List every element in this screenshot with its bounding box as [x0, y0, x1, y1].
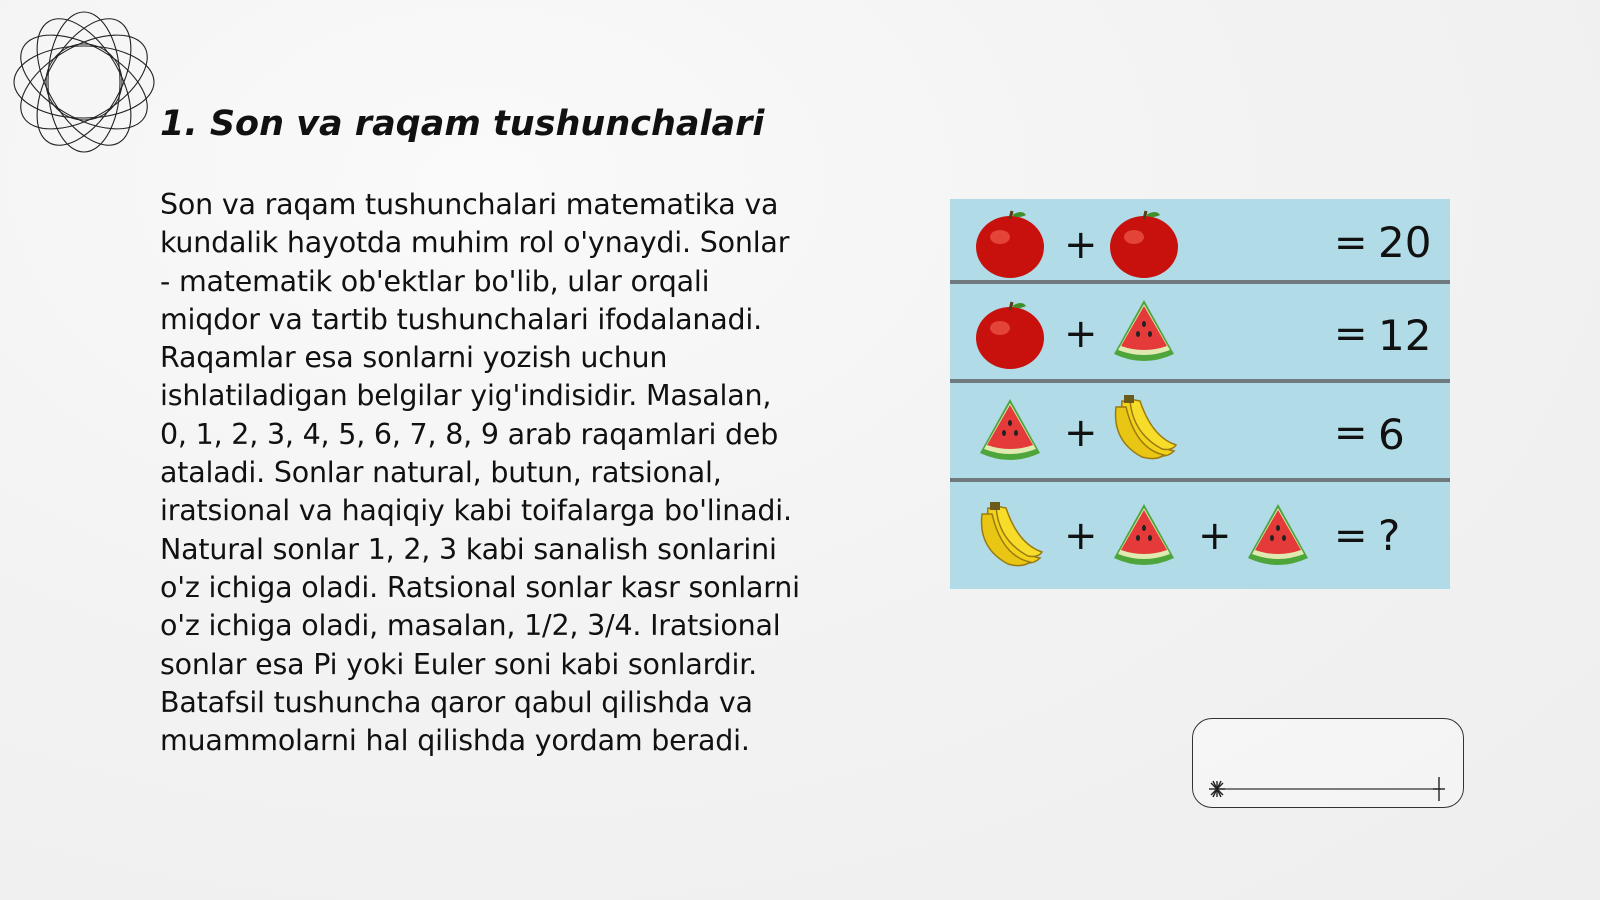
body-line: - matematik ob'ektlar bo'lib, ular orqali — [160, 264, 710, 298]
apple-icon — [974, 298, 1046, 370]
media-control[interactable] — [1192, 718, 1464, 808]
puzzle-result: ? — [1378, 511, 1401, 560]
plus-marker-icon — [1433, 777, 1445, 801]
apple-icon — [1108, 207, 1180, 279]
body-line: sonlar esa Pi yoki Euler soni kabi sonlardir. — [160, 647, 758, 681]
equals-operator: = — [1334, 311, 1368, 357]
watermelon-icon — [1242, 500, 1314, 572]
equals-operator: = — [1334, 513, 1368, 559]
sparkle-icon — [1209, 781, 1225, 797]
body-line: iratsional va haqiqiy kabi toifalarga bo'linadi. — [160, 494, 792, 528]
plus-operator: + — [1064, 222, 1098, 268]
plus-operator: + — [1064, 311, 1098, 357]
plus-operator: + — [1198, 513, 1232, 559]
puzzle-row — [950, 482, 1450, 589]
body-line: o'z ichiga oladi. Ratsional sonlar kasr sonlarni — [160, 570, 800, 604]
watermelon-icon — [1108, 296, 1180, 368]
slide-title: 1. Son va raqam tushunchalari — [160, 104, 765, 144]
body-line: Raqamlar esa sonlarni yozish uchun — [160, 341, 668, 375]
puzzle-result: 12 — [1378, 311, 1432, 360]
watermelon-icon — [974, 395, 1046, 467]
puzzle-result: 20 — [1378, 218, 1432, 267]
body-line: ataladi. Sonlar natural, butun, ratsional, — [160, 456, 722, 490]
slide-body — [160, 186, 850, 760]
body-line: 0, 1, 2, 3, 4, 5, 6, 7, 8, 9 arab raqamlari deb — [160, 417, 779, 451]
body-line: muammolarni hal qilishda yordam beradi. — [160, 724, 750, 758]
body-line: miqdor va tartib tushunchalari ifodalanadi. — [160, 302, 762, 336]
banana-icon — [1108, 393, 1180, 465]
apple-icon — [974, 207, 1046, 279]
puzzle-row — [950, 199, 1450, 293]
body-line: Batafsil tushuncha qaror qabul qilishda va — [160, 685, 753, 719]
plus-operator: + — [1064, 410, 1098, 456]
equals-operator: = — [1334, 410, 1368, 456]
body-line: Natural sonlar 1, 2, 3 kabi sanalish sonlarini — [160, 532, 777, 566]
banana-icon — [974, 500, 1046, 572]
progress-track[interactable] — [1193, 719, 1465, 809]
body-line: ishlatiladigan belgilar yig'indisidir. Masalan, — [160, 379, 772, 413]
plus-operator: + — [1064, 513, 1098, 559]
fruit-puzzle-image — [950, 199, 1450, 589]
puzzle-row — [950, 383, 1450, 477]
body-line: kundalik hayotda muhim rol o'ynaydi. Sonlar — [160, 226, 790, 260]
body-line: o'z ichiga oladi, masalan, 1/2, 3/4. Iratsional — [160, 609, 781, 643]
watermelon-icon — [1108, 500, 1180, 572]
spirograph-icon — [10, 8, 158, 156]
body-line: Son va raqam tushunchalari matematika va — [160, 188, 779, 221]
puzzle-row — [950, 284, 1450, 378]
puzzle-result: 6 — [1378, 410, 1405, 459]
equals-operator: = — [1334, 220, 1368, 266]
